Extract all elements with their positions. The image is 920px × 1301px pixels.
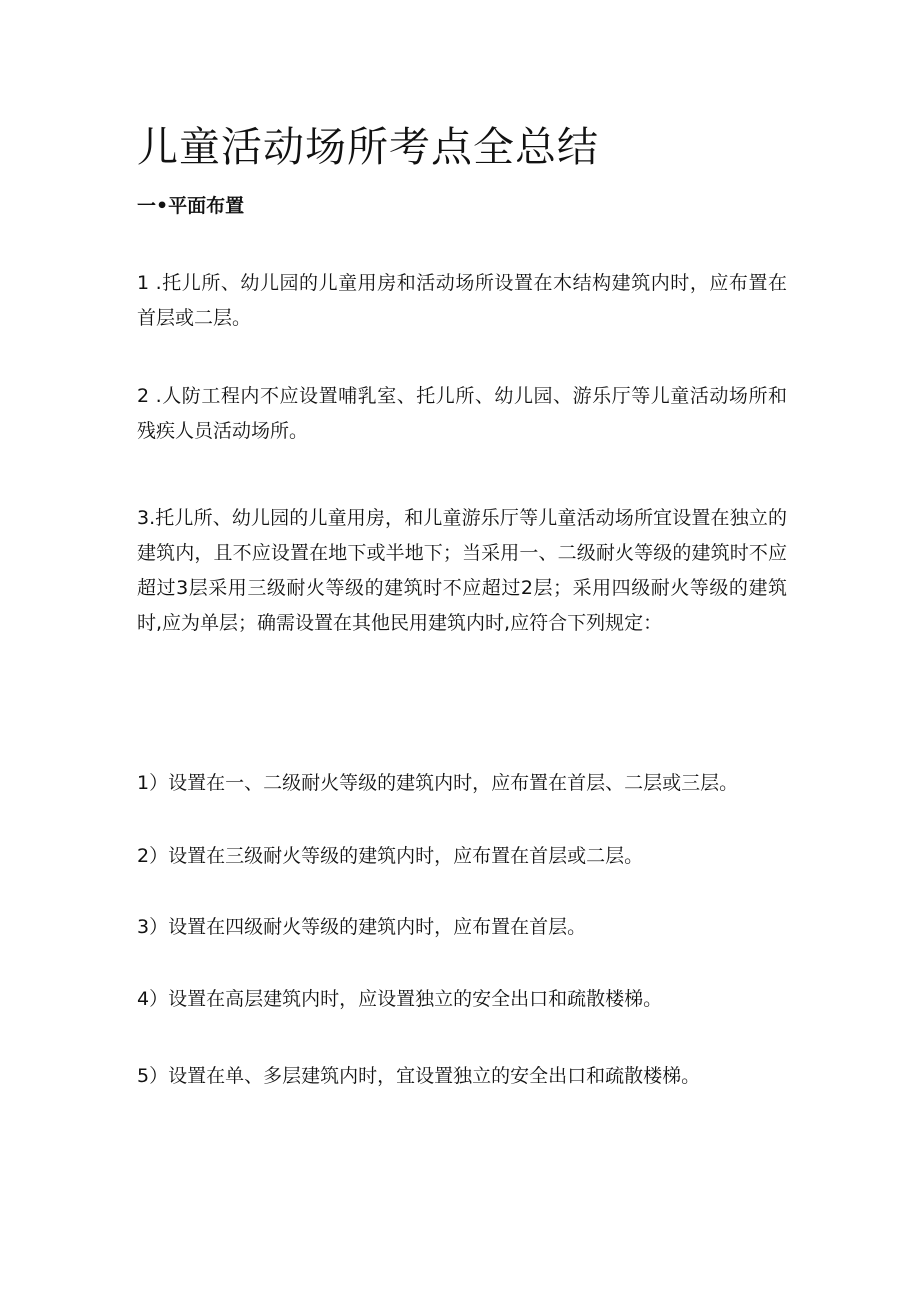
list-item-3: 3）设置在四级耐火等级的建筑内时，应布置在首层。: [137, 916, 587, 938]
page-title: 儿童活动场所考点全总结: [137, 123, 599, 171]
paragraph-2: 2 .人防工程内不应设置哺乳室、托儿所、幼儿园、游乐厅等儿童活动场所和残疾人员活动场所。: [137, 385, 787, 442]
section-heading: 一•平面布置: [137, 195, 245, 217]
list-item-2: 2）设置在三级耐火等级的建筑内时，应布置在首层或二层。: [137, 845, 644, 867]
list-item-1: 1）设置在一、二级耐火等级的建筑内时，应布置在首层、二层或三层。: [137, 772, 739, 794]
list-item-5: 5）设置在单、多层建筑内时，宜设置独立的安全出口和疏散楼梯。: [137, 1065, 701, 1087]
paragraph-1: 1 .托儿所、幼儿园的儿童用房和活动场所设置在木结构建筑内时，应布置在首层或二层。: [137, 272, 787, 329]
paragraph-3: 3.托儿所、幼儿园的儿童用房，和儿童游乐厅等儿童活动场所宜设置在独立的建筑内，且不应设置在地下或半地下；当采用一、二级耐火等级的建筑时不应超过3层采用三级耐火等级的建筑时不应超过2层；采用四级耐火等级的建筑时,应为单层；确需设置在其他民用建筑内时,应符合下列规定：: [137, 507, 787, 634]
list-item-4: 4）设置在高层建筑内时，应设置独立的安全出口和疏散楼梯。: [137, 988, 663, 1010]
